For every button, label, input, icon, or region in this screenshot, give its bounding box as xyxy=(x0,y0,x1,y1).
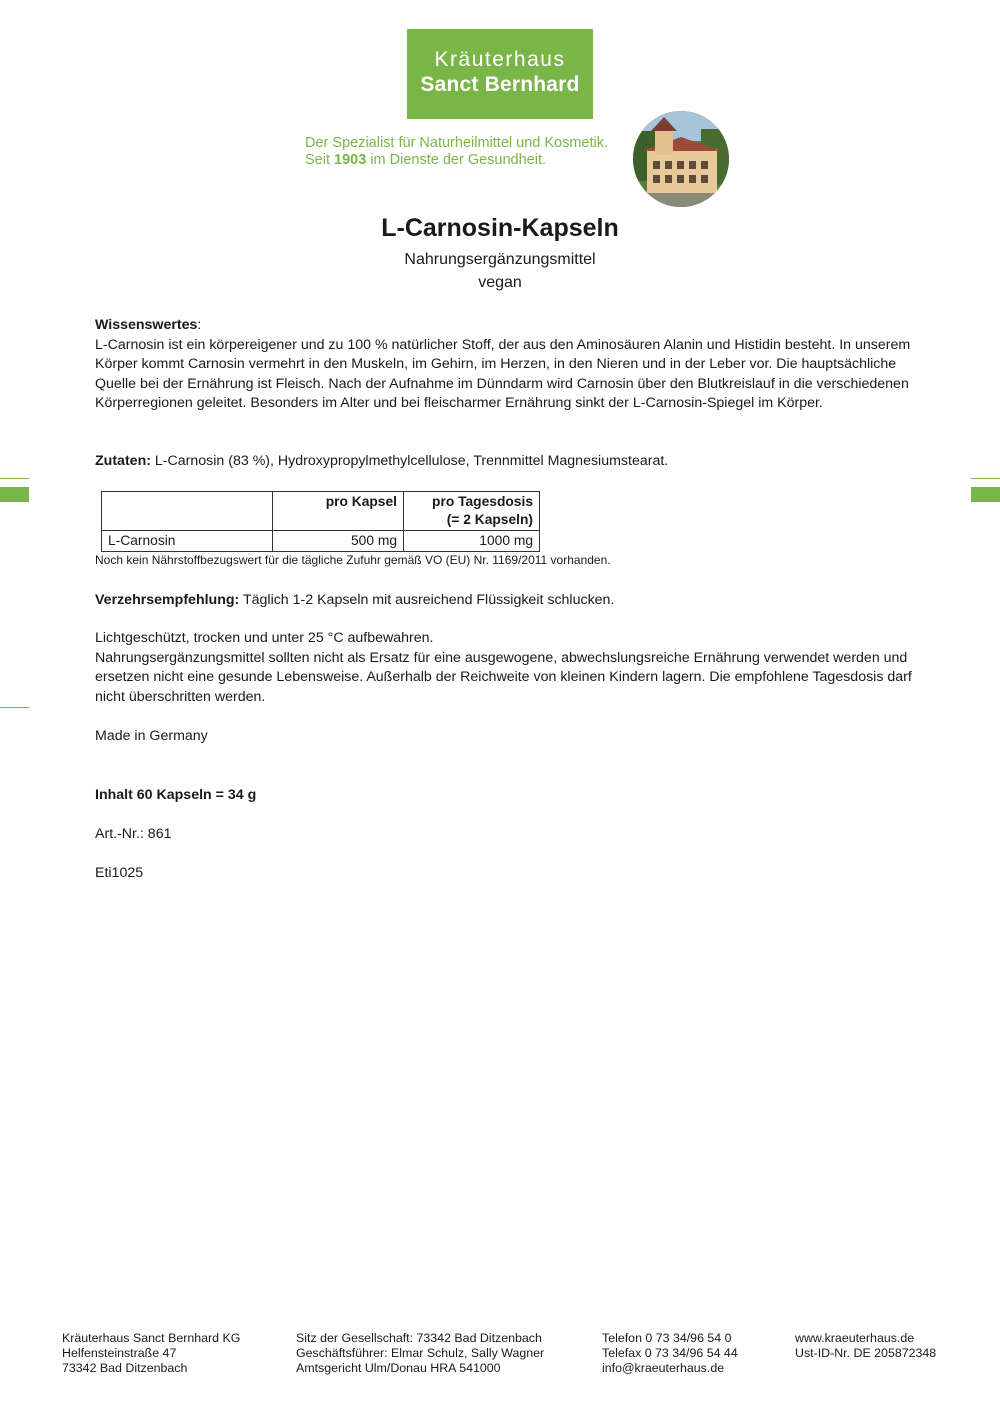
footer-court: Amtsgericht Ulm/Donau HRA 541000 xyxy=(296,1360,501,1375)
table-header-per-day-line1: pro Tagesdosis xyxy=(432,494,533,509)
footer-fax: Telefax 0 73 34/96 54 44 xyxy=(602,1345,738,1360)
logo-line-2: Sanct Bernhard xyxy=(420,73,580,96)
building-image xyxy=(633,111,729,207)
footer-address xyxy=(62,1331,240,1375)
product-subtitle: Nahrungsergänzungsmittel xyxy=(404,251,596,268)
dosage-text: Täglich 1-2 Kapseln mit ausreichend Flüssigkeit schlucken. xyxy=(239,592,615,608)
tagline-year: 1903 xyxy=(334,152,367,168)
footer-email: info@kraeuterhaus.de xyxy=(602,1360,725,1375)
table-cell-name: L-Carnosin xyxy=(102,531,273,552)
fold-line-left-top xyxy=(0,478,29,479)
table-header-per-day-line2: (= 2 Kapseln) xyxy=(446,512,533,527)
footer-contact xyxy=(602,1331,738,1375)
dosage-recommendation xyxy=(95,591,915,611)
table-header-per-capsule: pro Kapsel xyxy=(273,492,404,531)
table-row xyxy=(102,531,540,552)
product-tag: vegan xyxy=(478,274,522,291)
tagline-suffix: im Dienste der Gesundheit. xyxy=(366,152,547,168)
footer-legal xyxy=(296,1331,544,1375)
tagline-prefix: Seit xyxy=(305,152,335,168)
fold-line-left-bottom xyxy=(0,707,29,708)
made-in: Made in Germany xyxy=(95,728,208,744)
footer-website: www.kraeuterhaus.de xyxy=(795,1331,915,1345)
footer-street: Helfensteinstraße 47 xyxy=(62,1345,177,1360)
info-label: Wissenswertes xyxy=(95,317,198,333)
footer-managers: Geschäftsführer: Elmar Schulz, Sally Wagner xyxy=(296,1345,545,1360)
info-colon: : xyxy=(197,317,202,333)
nutrition-table xyxy=(101,491,540,552)
table-header-per-day xyxy=(404,492,540,531)
table-header-empty xyxy=(102,492,273,531)
label-code: Eti1025 xyxy=(95,865,144,881)
tagline-line-1: Der Spezialist für Naturheilmittel und Kosmetik. xyxy=(305,135,609,151)
ingredients xyxy=(95,452,915,472)
info-section xyxy=(95,316,915,414)
footer-city: 73342 Bad Ditzenbach xyxy=(62,1360,188,1375)
storage-text: Lichtgeschützt, trocken und unter 25 °C aufbewahren. xyxy=(95,630,434,646)
info-text: L-Carnosin ist ein körpereigener und zu 100 % natürlicher Stoff, der aus den Aminosäuren Alanin und Histidin besteht. In unserem Körper kommt Carnosin vermehrt in den Muskeln, im Gehirn, im Herzen, in den Nieren und in der Leber vor. Die hauptsächliche Quelle bei der Ernährung ist Fleisch. Nach der Aufnahme im Dünndarm wird Carnosin über den Blutkreislauf in die verschiedenen Körperregionen geleitet. Besonders im Alter und bei fleischarmer Ernährung sinkt der L-Carnosin-Spiegel im Körper. xyxy=(95,336,911,412)
product-title: L-Carnosin-Kapseln xyxy=(381,214,619,242)
building-photo xyxy=(633,111,729,207)
content-amount: Inhalt 60 Kapseln = 34 g xyxy=(95,787,257,803)
storage-warning xyxy=(95,629,915,707)
article-number: Art.-Nr.: 861 xyxy=(95,826,172,842)
fold-mark-right xyxy=(971,487,1000,502)
footer-seat: Sitz der Gesellschaft: 73342 Bad Ditzenbach xyxy=(296,1331,542,1345)
tagline xyxy=(305,135,635,169)
fold-line-right-top xyxy=(971,478,1000,479)
tagline-line-2 xyxy=(305,152,635,169)
dosage-label: Verzehrsempfehlung: xyxy=(95,592,240,608)
ingredients-text: L-Carnosin (83 %), Hydroxypropylmethylcellulose, Trennmittel Magnesiumstearat. xyxy=(150,453,669,469)
table-cell-per-day: 1000 mg xyxy=(404,531,540,552)
logo-line-1: Kräuterhaus xyxy=(434,48,566,71)
footer-company: Kräuterhaus Sanct Bernhard KG xyxy=(62,1331,241,1345)
fold-mark-left xyxy=(0,487,29,502)
nutrient-note: Noch kein Nährstoffbezugswert für die tägliche Zufuhr gemäß VO (EU) Nr. 1169/2011 vorhanden. xyxy=(95,553,611,567)
footer-vat-id: Ust-ID-Nr. DE 205872348 xyxy=(795,1345,937,1360)
ingredients-label: Zutaten: xyxy=(95,453,151,469)
table-header-row xyxy=(102,492,540,531)
warning-text: Nahrungsergänzungsmittel sollten nicht als Ersatz für eine ausgewogene, abwechslungsreiche Ernährung verwendet werden und ersetzen nicht eine gesunde Lebensweise. Außerhalb der Reichweite von kleinen Kindern lagern. Die empfohlene Tagesdosis darf nicht überschritten werden. xyxy=(95,649,912,705)
brand-logo xyxy=(407,29,593,119)
table-cell-per-capsule: 500 mg xyxy=(273,531,404,552)
footer-web xyxy=(795,1331,936,1361)
footer-phone: Telefon 0 73 34/96 54 0 xyxy=(602,1331,732,1345)
info-heading xyxy=(95,316,915,336)
